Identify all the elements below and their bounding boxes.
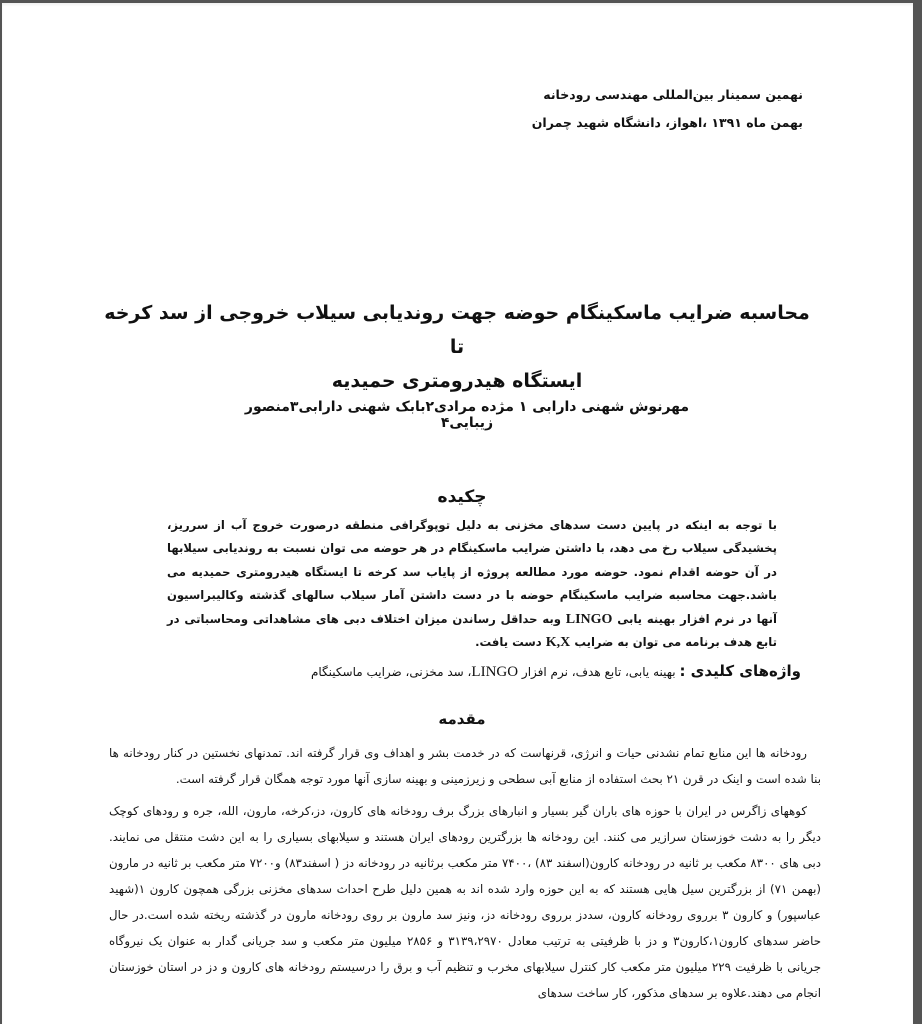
introduction-paragraph: کوههای زاگرس در ایران با حوزه های باران گیر بسیار و انبارهای بزرگ برف رودخانه های کارون، دز،کرخه، مارون، الله، جره و رودهای کوچک دیگر را به دشت خوزستان سرازیر می کنند. این رودخانه ها بزرگترین رودهای ایران هستند و سیلابهای بسیاری را به این دشت منتقل می نمایند. دبی های ۸۳۰۰ مکعب بر ثانیه در رودخانه کارون(اسفند ۸۳) ،۷۴۰۰ متر مکعب برثانیه در رودخانه دز ( اسفند۸۳) و۷۲۰۰ متر مکعب بر ثانیه در مارون (بهمن ۷۱) از بزرگترین سیل هایی هستند که به این حوزه وارد شده اند به همین دلیل طرح احداث سدهای مخزنی بزرگی همچون کارون ۱(شهید عباسپور) و کارون ۳ برروی رودخانه کارون، سددز برروی رودخانه دز، ونیز سد مارون بر روی رودخانه مارون در گذشته ریخته شده است.در حال حاضر سدهای کارون۱،کارون۳ و دز با ظرفیتی به ترتیب معادل ۳۱۳۹،۲۹۷۰ و ۲۸۵۶ میلیون متر مکعب و سد جریانی گدار به عنوان یک نیروگاه جریانی با ظرفیت ۲۲۹ میلیون متر مکعب کار کنترل سیلابهای مخرب و تنظیم آب و برق را درسیستم رودخانه های کارون و دز در استان خوزستان انجام می دهند.علاوه بر سدهای مذکور، کار ساخت سدهای — [109, 804, 821, 1000]
keywords-label: واژه‌های کلیدی : — [679, 662, 801, 680]
conference-header — [532, 81, 803, 137]
introduction-heading: مقدمه — [438, 710, 486, 728]
conference-date-location: بهمن ماه ۱۳۹۱ ،اهواز، دانشگاه شهید چمران — [531, 115, 803, 130]
abstract-text-2: وبه حداقل رساندن میزان اختلاف دبی های مشاهداتی ومحاسباتی در تابع هدف برنامه می توان به ضرایب — [167, 611, 777, 650]
keywords — [311, 660, 801, 683]
introduction-body — [109, 740, 821, 1012]
paper-title — [97, 296, 817, 398]
conference-name: نهمین سمینار بین‌المللی مهندسی رودخانه — [543, 87, 803, 102]
abstract-software-name: LINGO — [565, 611, 613, 627]
keywords-text-2: ، سد مخزنی، ضرایب ماسکینگام — [310, 665, 472, 679]
pdf-page[interactable] — [2, 3, 913, 1024]
keywords-text-1: بهینه یابی، تابع هدف، نرم افزار — [521, 665, 676, 679]
abstract-heading: چکیده — [437, 487, 487, 507]
paper-title-line-1: محاسبه ضرایب ماسکینگام حوضه جهت روندیابی سیلاب خروجی از سد کرخه تا — [104, 302, 810, 358]
authors: مهرنوش شهنی دارابی ۱ مژده مرادی۲بابک شهنی دارابی۳منصور زیبایی۴ — [244, 399, 690, 431]
abstract-coefficients: K,X — [545, 635, 571, 651]
abstract-text-3: دست یافت. — [475, 635, 542, 650]
keywords-software: LINGO — [471, 664, 519, 680]
introduction-paragraph: رودخانه ها این منابع تمام نشدنی حیات و انرژی، قرنهاست که در خدمت بشر و اهداف وی قرار گرفته اند. تمدنهای نخستین در کنار رودخانه ها بنا شده است و اینک در قرن ۲۱ بحث استفاده از منابع آبی سطحی و زیرزمینی و بهینه سازی آنها مورد توجه همگان قرار گرفته است. — [109, 746, 821, 786]
abstract-text-1: با توجه به اینکه در پایین دست سدهای مخزنی به دلیل توپوگرافی منطقه درصورت خروج آب از سرریز، پخشیدگی سیلاب رخ می دهد، با داشتن ضرایب ماسکینگام در هر حوضه می توان نسبت به روندیابی سیلابها در آن حوضه اقدام نمود. حوضه مورد مطالعه پروژه از پایاب سد کرخه تا ایستگاه هیدرومتری حمیدیه می باشد.جهت محاسبه ضرایب ماسکینگام حوضه با در دست داشتن آمار سیلاب سالهای گذشته وکالیبراسیون آنها در نرم افزار بهینه یابی — [167, 518, 777, 626]
abstract-body — [167, 514, 777, 654]
paper-title-line-2: ایستگاه هیدرومتری حمیدیه — [331, 370, 583, 392]
